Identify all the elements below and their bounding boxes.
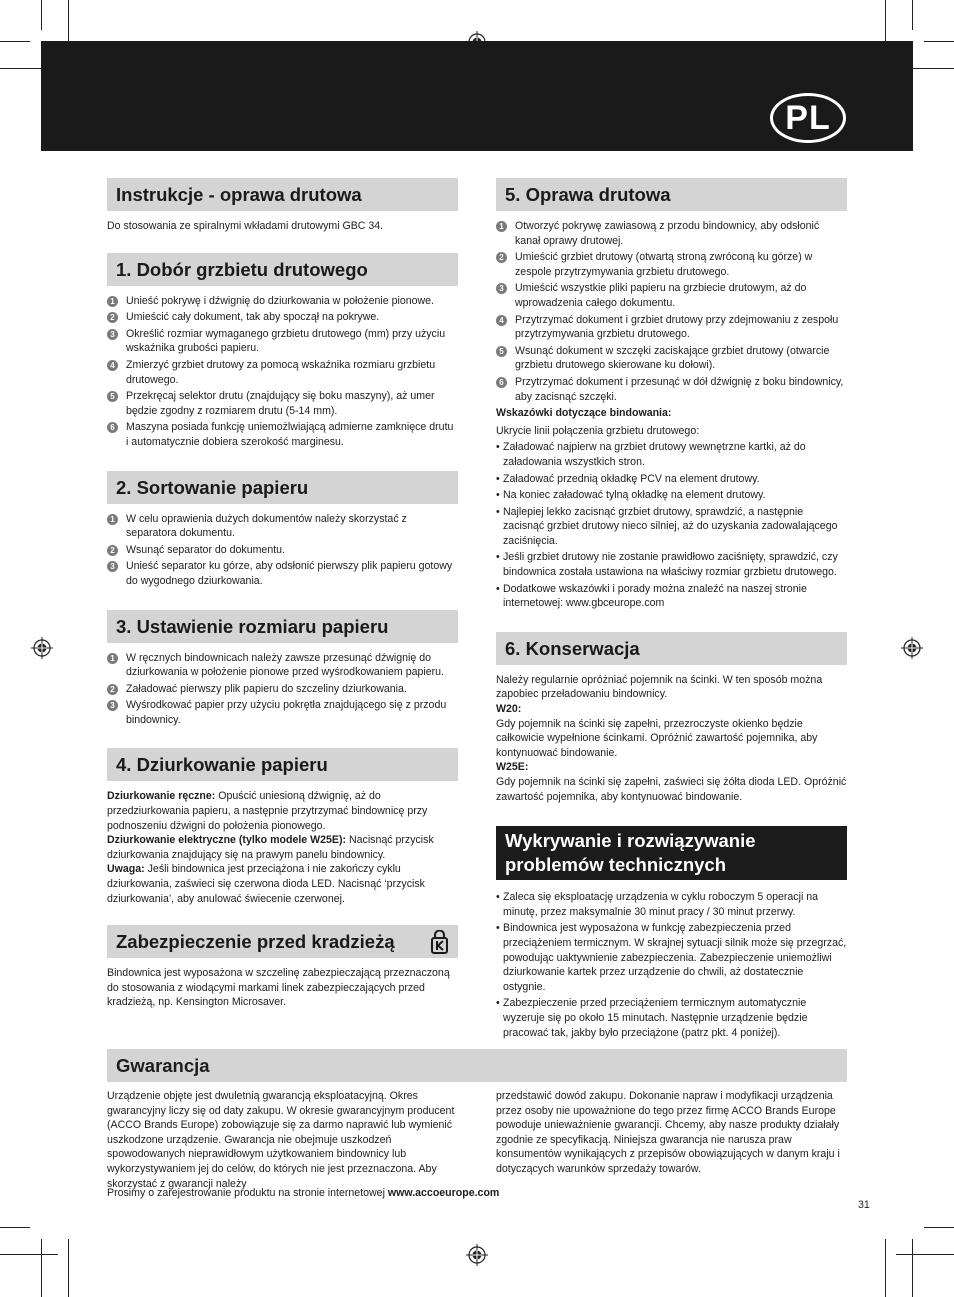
section-heading-wire-binding: 5. Oprawa drutowa: [496, 178, 847, 211]
crop-mark: [68, 1239, 69, 1297]
step-number-icon: 5: [496, 346, 507, 357]
crop-mark: [0, 1227, 30, 1228]
list-item: [496, 281, 847, 310]
right-column: [496, 178, 847, 1042]
step-number-icon: 1: [107, 296, 118, 307]
registration-mark-icon: [901, 637, 923, 659]
list-item: [107, 294, 458, 309]
step-text: Umieścić wszystkie pliki papieru na grzbiecie drutowym, aż do wprowadzenia całego dokumentu.: [515, 282, 807, 309]
w20-label: W20:: [496, 703, 522, 716]
step-number-icon: 3: [107, 329, 118, 340]
step-number-icon: 6: [107, 422, 118, 433]
list-item: [107, 310, 458, 325]
section-heading-paper-size: 3. Ustawienie rozmiaru papieru: [107, 610, 458, 643]
step-text: Przytrzymać dokument i grzbiet drutowy przy zdejmowaniu z zespołu przytrzymywania grzbietu drutowego.: [515, 313, 839, 341]
section-heading-punching: 4. Dziurkowanie papieru: [107, 748, 458, 781]
section-heading-maintenance: 6. Konserwacja: [496, 632, 847, 665]
list-item: • Zaleca się eksploatację urządzenia w cyklu roboczym 5 operacji na minutę, przez maksymalnie 30 minut pracy / 30 minut przerwy.: [496, 890, 847, 919]
list-item: [496, 219, 847, 248]
list-item: [107, 327, 458, 356]
crop-mark: [912, 0, 913, 30]
paragraph-text: Opuścić uniesioną dźwignię, aż do przedziurkowania papieru, a następnie przytrzymać bindownicę przy podnoszeniu dźwigni do położenia pionowego.: [107, 790, 428, 832]
registration-note: [107, 1186, 607, 1201]
step-number-icon: 1: [107, 653, 118, 664]
punching-electric-paragraph: [107, 833, 458, 862]
list-item: • Zabezpieczenie przed przeciążeniem termicznym automatycznie wyzeruje się po około 15 minutach. Następnie urządzenie będzie pracować tak, jakby było przeciążone (patrz pkt. 4 poniżej).: [496, 996, 847, 1040]
crop-mark: [885, 1239, 886, 1297]
step-text: Maszyna posiada funkcję uniemożlwiającą admierne zamknięce drutu i automatycznie dobiera szerokość marginesu.: [126, 421, 454, 448]
troubleshooting-list: [496, 890, 847, 1040]
step-text: Wsunąć separator do dokumentu.: [126, 543, 285, 556]
left-column: [107, 178, 458, 1010]
section-heading-paper-sorting: 2. Sortowanie papieru: [107, 471, 458, 504]
w25e-text: Gdy pojemnik na ścinki się zapełni, zaświeci się żółta dioda LED. Opróżnić zawartość pojemnika, aby kontynuować bindowanie.: [496, 776, 847, 803]
step-number-icon: 3: [107, 561, 118, 572]
crop-mark: [0, 41, 30, 42]
step-text: Otworzyć pokrywę zawiasową z przodu bindownicy, aby odsłonić kanał oprawy drutowej.: [515, 220, 820, 247]
step-number-icon: 2: [107, 545, 118, 556]
step-number-icon: 2: [107, 312, 118, 323]
list-item: [496, 344, 847, 373]
w20-text: Gdy pojemnik na ścinki się zapełni, przezroczyste okienko będzie całkowicie wypełnione ścinkami. Opróżnić zawartość pojemnika, aby kontynuować bindowanie.: [496, 717, 818, 759]
step-text: Umieścić cały dokument, tak aby spoczął na pokrywe.: [126, 311, 380, 324]
section-heading-security: [107, 925, 458, 958]
crop-mark: [924, 41, 954, 42]
step-text: Unieść separator ku górze, aby odsłonić pierwszy plik papieru gotowy do wygodnego dziurkowania.: [126, 560, 453, 587]
step-number-icon: 2: [496, 252, 507, 263]
section-heading-wire-selection: 1. Dobór grzbietu drutowego: [107, 253, 458, 286]
list-item: [107, 651, 458, 680]
step-text: Wsunąć dokument w szczęki zaciskające grzbiet drutowy (otwarcie grzbietu drutowego skierowane ku dołowi).: [515, 344, 830, 372]
crop-mark: [0, 1254, 58, 1255]
step-text: W celu oprawienia dużych dokumentów należy skorzystać z separatora dokumentu.: [126, 512, 407, 540]
intro-text: Do stosowania ze spiralnymi wkładami drutowymi GBC 34.: [107, 220, 384, 232]
list-item: [496, 313, 847, 342]
paragraph-text: Jeśli bindownica jest przeciążona i nie zakończy cyklu dziurkowania, zaświeci się czerwona dioda LED. Nacisnąć ‘przycisk dziurkowania’, aby anulować świecenie czerwonej.: [107, 863, 425, 905]
list-item: [107, 559, 458, 588]
maintenance-intro: Należy regularnie opróżniać pojemnik na ścinki. W ten sposób można zapobiec przeładowaniu bindownicy.: [496, 673, 823, 701]
list-item: • Jeśli grzbiet drutowy nie zostanie prawidłowo zaciśnięty, sprawdzić, czy bindownica została ustawiona na właściwy rozmiar grzbietu drutowego.: [496, 550, 847, 579]
list-item: [107, 682, 458, 697]
security-text: Bindownica jest wyposażona w szczelinę zabezpieczającą przeznaczoną do stosowania z wiodącymi markami linek zabezpieczających przed kradzieżą, np. Kensington Microsaver.: [107, 967, 450, 1009]
registration-mark-icon: [31, 637, 53, 659]
step-text: Umieścić grzbiet drutowy (otwartą stroną zwróconą ku górze) w zespole przytrzymywania grzbietu drutowego.: [515, 251, 813, 278]
step-number-icon: 5: [107, 391, 118, 402]
step-text: W ręcznych bindownicach należy zawsze przesunąć dźwignię do dziurkowania w położenie pionowe przed wyśrodkowaniem papieru.: [126, 651, 444, 679]
step-text: Unieść pokrywę i dźwignię do dziurkowania w położenie pionowe.: [126, 294, 434, 307]
page-number: 31: [858, 1199, 870, 1211]
step-text: Przekręcaj selektor drutu (znajdujący się boku maszyny), aż umer będzie zgodny z rozmiarem drutu (5-14 mm).: [126, 390, 435, 417]
paragraph-label: Uwaga:: [107, 863, 145, 876]
list-item: • Bindownica jest wyposażona w funkcję zabezpieczenia przed przeciążeniem termicznym. W skrajnej sytuacji silnik może się przegrzać, powodując uaktywnienie zabezpieczenia. Zabezpieczenie uniemożliwi dziurkowanie kartek przez urządzenie do chwili, aż dostatecznie ostygnie.: [496, 921, 847, 994]
list-item: • Na koniec załadować tylną okładkę na element drutowy.: [496, 488, 847, 503]
list-item: [496, 250, 847, 279]
list-item: • Załadować najpierw na grzbiet drutowy wewnętrzne kartki, aż do załadowania wszystkich stron.: [496, 440, 847, 469]
step-text: Zmierzyć grzbiet drutowy za pomocą wskaźnika rozmiaru grzbietu drutowego.: [126, 358, 436, 386]
warranty-text-right: przedstawić dowód zakupu. Dokonanie napraw i modyfikacji urządzenia przez osoby nie upoważnione do tego przez firmę ACCO Brands Europe powoduje unieważnienie gwarancji. Chcemy, aby nasze produkty działały zgodnie ze specyfikacją. Niniejsza gwarancja nie narusza praw konsumentów wynikających z przepisów obowiązujących w danym kraju i dotyczących warunków sprzedaży towarów.: [496, 1090, 840, 1175]
warranty-text-left: Urządzenie objęte jest dwuletnią gwarancją eksploatacyjną. Okres gwarancyjny liczy się od daty zakupu. W okresie gwarancyjnym producent (ACCO Brands Europe) zobowiązuje się za darmo naprawić lub wymienić uszkodzone urządzenie. Gwarancja nie obejmuje uszkodzeń spowodowanych nieprawidłowym użytkowaniem bindownicy lub wykorzystywaniem jej do celów, do których nie jest przeznaczona. Aby skorzystać z gwarancji należy: [107, 1090, 455, 1190]
section-heading-troubleshooting: [496, 826, 847, 880]
step-number-icon: 2: [107, 684, 118, 695]
registration-text: Prosimy o zarejestrowanie produktu na stronie internetowej: [107, 1187, 388, 1199]
list-item: [496, 375, 847, 404]
section-heading-instructions: Instrukcje - oprawa drutowa: [107, 178, 458, 211]
step-number-icon: 6: [496, 377, 507, 388]
paragraph-label: Dziurkowanie ręczne:: [107, 790, 216, 803]
step-text: Wyśrodkować papier przy użyciu pokrętła znajdującego się z przodu bindownicy.: [126, 699, 447, 726]
paragraph-text: Nacisnąć przycisk dziurkowania znajdujący się na prawym panelu bindownicy.: [107, 834, 434, 861]
registration-mark-icon: [466, 1244, 488, 1266]
crop-mark: [41, 1239, 42, 1297]
step-number-icon: 3: [107, 700, 118, 711]
step-number-icon: 4: [496, 315, 507, 326]
list-item: [107, 512, 458, 541]
heading-line: problemów technicznych: [505, 854, 727, 876]
crop-mark: [896, 1254, 954, 1255]
paper-sorting-steps: [107, 512, 458, 589]
registration-link[interactable]: www.accoeurope.com: [387, 1187, 500, 1199]
w25e-label: W25E:: [496, 761, 529, 774]
tips-label: Wskazówki dotyczące bindowania:: [496, 407, 672, 420]
list-item: • Dodatkowe wskazówki i porady można znaleźć na naszej stronie internetowej: www.gbceurope.com: [496, 582, 847, 611]
heading-line: Wykrywanie i rozwiązywanie: [505, 830, 756, 852]
list-item: [107, 543, 458, 558]
crop-mark: [912, 1239, 913, 1297]
list-item: [107, 389, 458, 418]
list-item: [107, 420, 458, 449]
section-heading-text: Zabezpieczenie przed kradzieżą: [116, 931, 395, 953]
kensington-lock-icon: [431, 930, 448, 954]
step-number-icon: 1: [496, 221, 507, 232]
step-number-icon: 3: [496, 283, 507, 294]
punching-note-paragraph: [107, 862, 458, 906]
paragraph-label: Dziurkowanie elektryczne (tylko modele W25E):: [107, 834, 347, 847]
crop-mark: [41, 0, 42, 30]
tips-intro: Ukrycie linii połączenia grzbietu drutowego:: [496, 424, 700, 437]
step-text: Załadować pierwszy plik papieru do szczeliny dziurkowania.: [126, 682, 407, 695]
list-item: • Najlepiej lekko zacisnąć grzbiet drutowy, sprawdzić, a następnie zacisnąć grzbiet drutowy nieco silniej, aż do uzyskania zadowalającego zaciśnięcia.: [496, 505, 847, 549]
wire-selection-steps: [107, 294, 458, 450]
list-item: • Załadować przednią okładkę PCV na element drutowy.: [496, 472, 847, 487]
step-number-icon: 1: [107, 514, 118, 525]
crop-mark: [924, 1227, 954, 1228]
list-item: [107, 698, 458, 727]
tips-list: [496, 440, 847, 611]
step-text: Określić rozmiar wymaganego grzbietu drutowego (mm) przy użyciu wskaźnika grubości papieru.: [126, 327, 446, 355]
paper-size-steps: [107, 651, 458, 728]
section-heading-warranty: Gwarancja: [107, 1049, 847, 1082]
step-text: Przytrzymać dokument i przesunąć w dół dźwignię z boku bindownicy, aby zacisnąć szczęki.: [515, 375, 844, 403]
punching-manual-paragraph: [107, 789, 458, 833]
step-number-icon: 4: [107, 360, 118, 371]
language-badge: PL: [770, 93, 846, 143]
list-item: [107, 358, 458, 387]
wire-binding-steps: [496, 219, 847, 404]
